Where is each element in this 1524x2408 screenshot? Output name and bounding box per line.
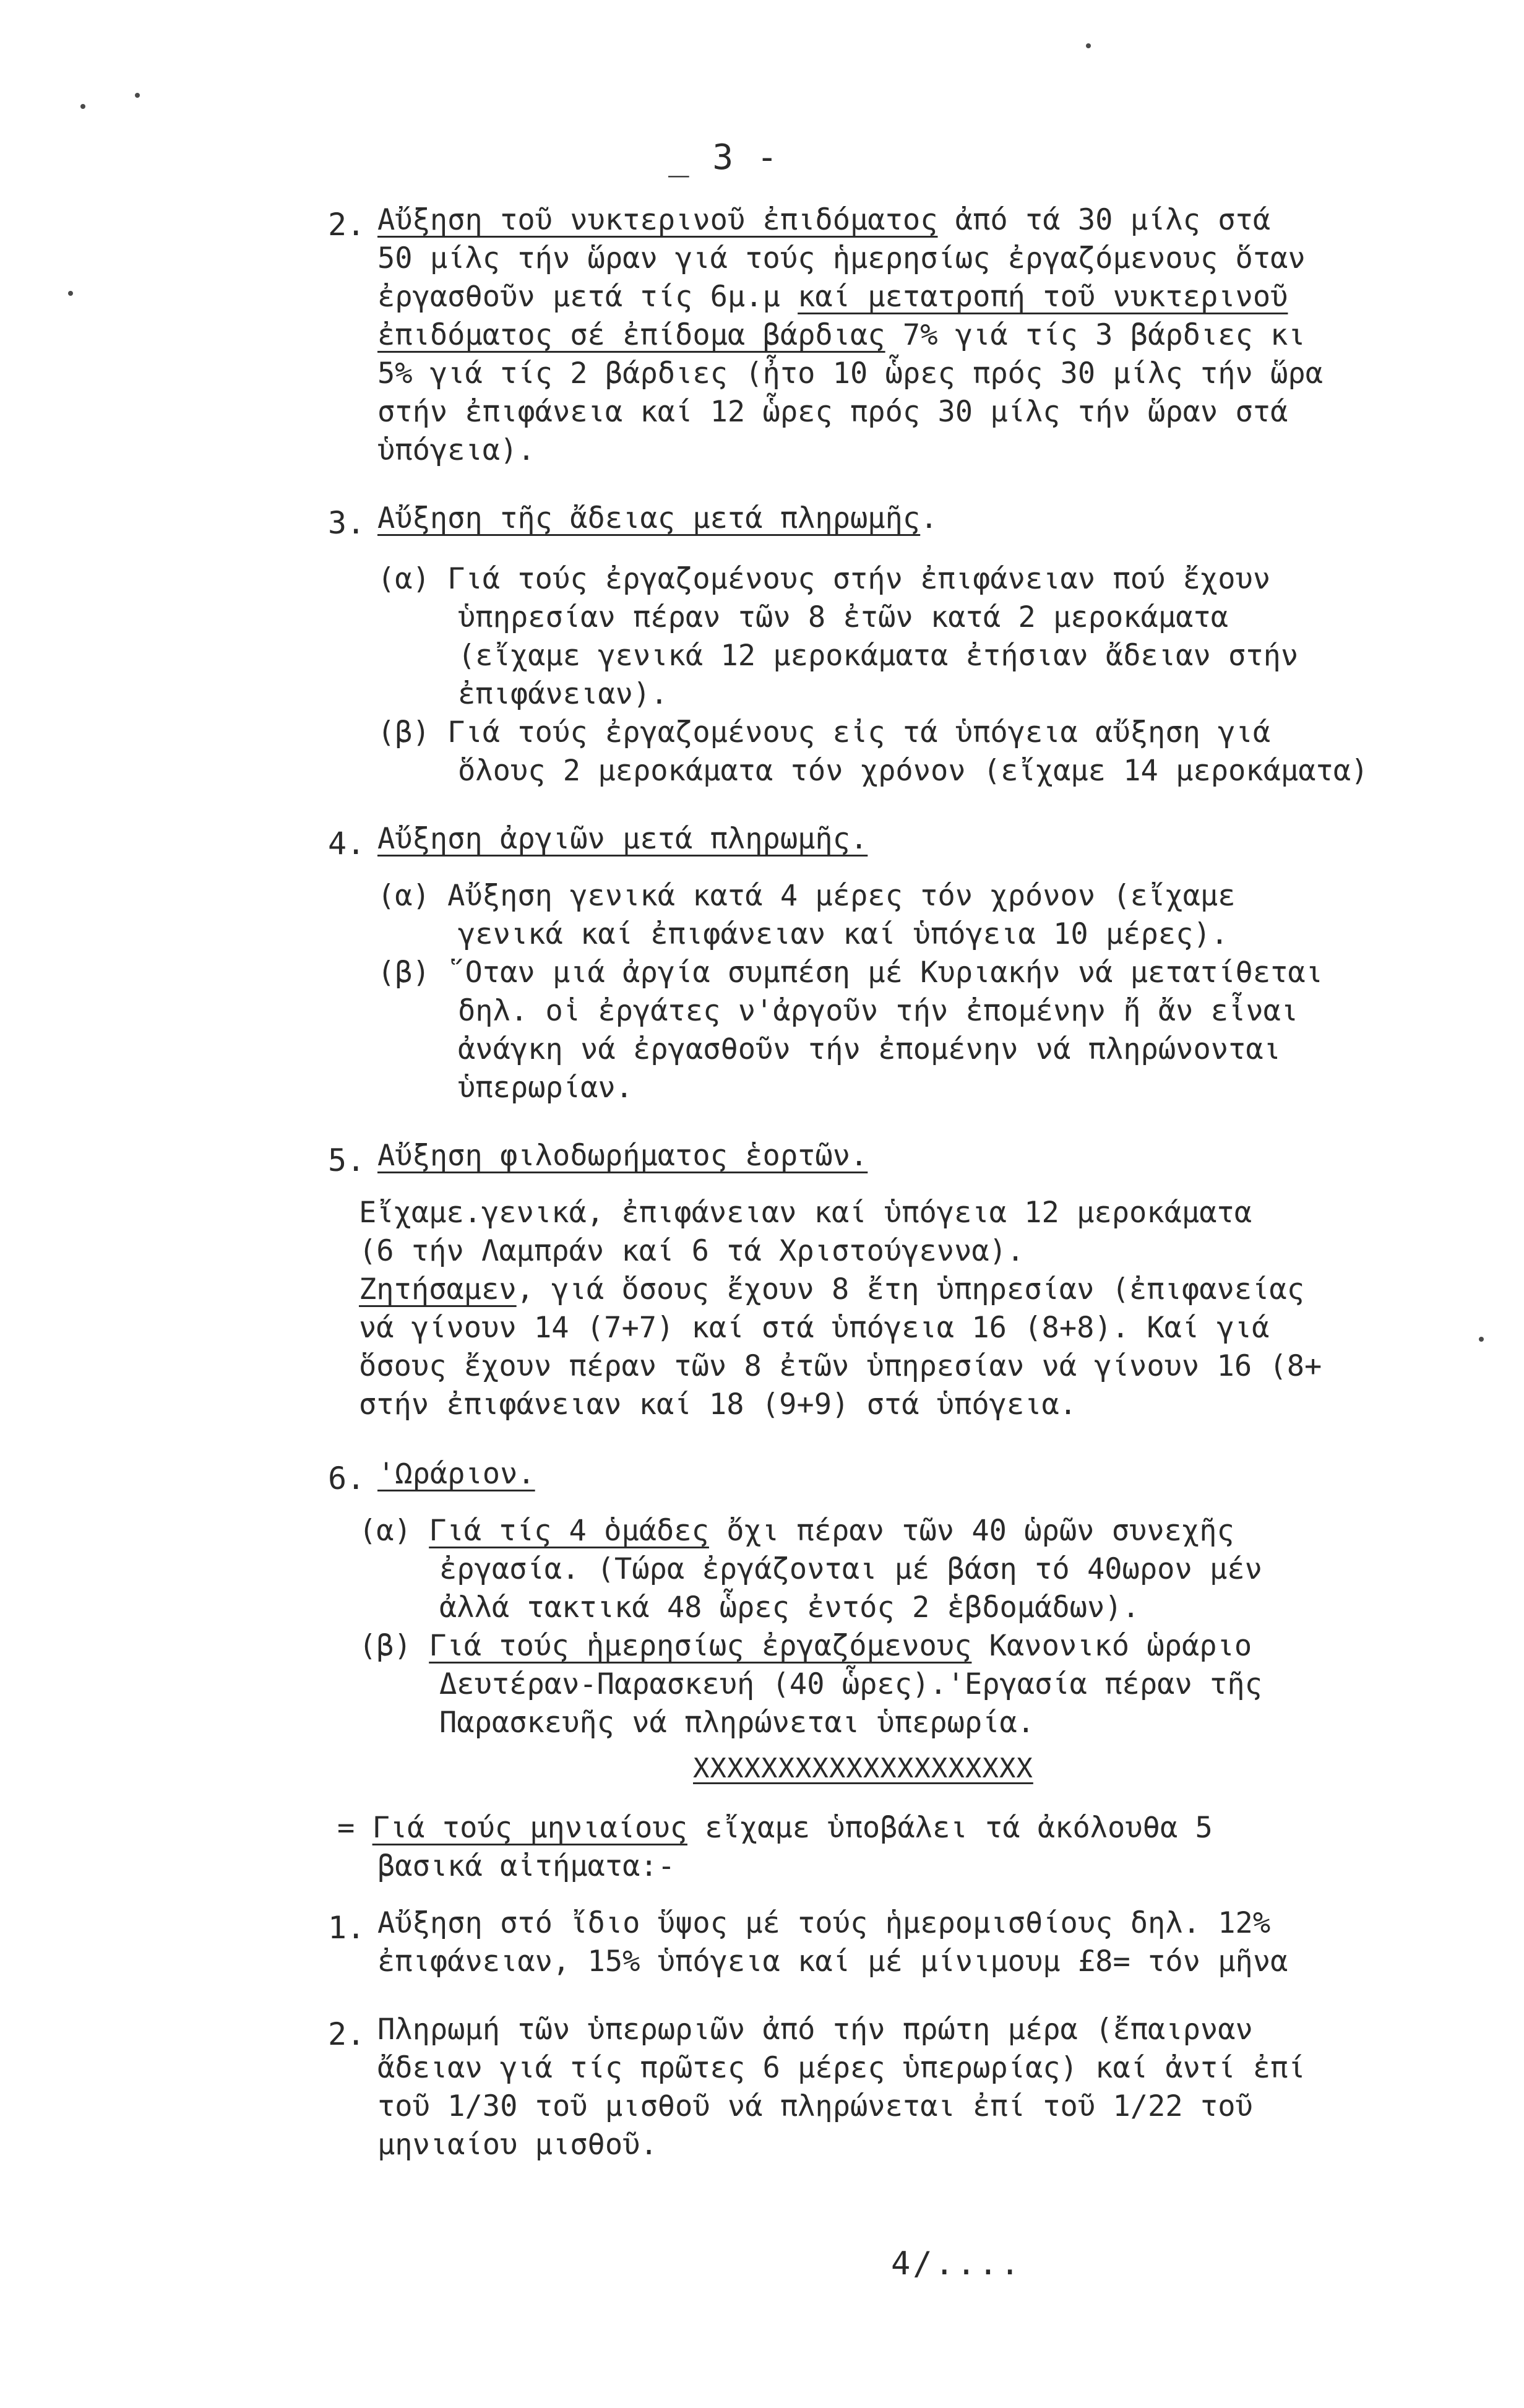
text-line: ὑπερωρίαν. (458, 1071, 633, 1105)
section-number: 6. (328, 1461, 366, 1496)
underlined-text: Ζητήσαμεν (359, 1272, 517, 1306)
page-number: _ 3 - (668, 137, 779, 178)
text-line: (β) ῞Οταν μιά ἀργία συμπέση μέ Κυριακήν νά μετατίθεται (377, 956, 1324, 990)
text-line: στήν ἐπιφάνειαν καί 18 (9+9) στά ὑπόγεια. (359, 1387, 1077, 1422)
text-line (359, 1630, 1252, 1663)
text-span: (α) (359, 1514, 429, 1548)
text-line (377, 281, 1288, 314)
text-line: ἐπιφάνειαν, 15% ὑπόγεια καί μέ μίνιμουμ £8= τόν μῆνα (377, 1944, 1288, 1979)
text-line (377, 204, 1270, 237)
text-line: Πληρωμή τῶν ὑπερωριῶν ἀπό τήν πρώτη μέρα (ἔπαιρναν (377, 2013, 1253, 2047)
section-title: Αὔξηση φιλοδωρήματος ἑορτῶν. (377, 1139, 868, 1173)
section-title: Αὔξηση ἀργιῶν μετά πληρωμῆς. (377, 822, 868, 856)
text-line: ἄδειαν γιά τίς πρῶτες 6 μέρες ὑπερωρίας) καί ἀντί ἐπί (377, 2051, 1306, 2085)
text-span: = (337, 1811, 372, 1845)
section-title: 'Ωράριον. (377, 1457, 535, 1491)
item-number: 2. (328, 2016, 366, 2052)
text-line: γενικά καί ἐπιφάνειαν καί ὑπόγεια 10 μέρες). (458, 917, 1229, 951)
text-span: ἀπό τά 30 μίλς στά (937, 203, 1271, 237)
section-number: 2. (328, 207, 366, 243)
section-title: Αὔξηση τοῦ νυκτερινοῦ ἐπιδόματος (377, 203, 938, 237)
scan-speck (68, 291, 73, 296)
text-line: ὅσους ἔχουν πέραν τῶν 8 ἐτῶν ὑπηρεσίαν νά γίνουν 16 (8+ (359, 1349, 1322, 1383)
text-line: ἀλλά τακτικά 48 ὧρες ἐντός 2 ἑβδομάδων). (439, 1590, 1140, 1625)
section-title: Αὔξηση τῆς ἄδειας μετά πληρωμῆς (377, 501, 921, 535)
underlined-text: ἐπιδόματος σέ ἐπίδομα βάρδιας (377, 318, 885, 352)
text-line (359, 1274, 1304, 1306)
text-line: Δευτέραν-Παρασκευή (40 ὧρες).'Εργασία πέραν τῆς (439, 1667, 1262, 1701)
text-span: ὄχι πέραν τῶν 40 ὡρῶν συνεχῆς (708, 1514, 1234, 1548)
text-line: Παρασκευῆς νά πληρώνεται ὑπερωρία. (439, 1706, 1035, 1740)
text-span: εἴχαμε ὑποβάλει τά ἀκόλουθα 5 (687, 1811, 1213, 1845)
text-line: (β) Γιά τούς ἐργαζομένους εἰς τά ὑπόγεια αὔξηση γιά (377, 715, 1271, 749)
text-line (377, 1140, 867, 1173)
section-number: 5. (328, 1142, 366, 1178)
text-line: μηνιαίου μισθοῦ. (377, 2128, 658, 2162)
text-line: (α) Γιά τούς ἐργαζομένους στήν ἐπιφάνειαν πού ἔχουν (377, 562, 1271, 596)
text-line: ὑπηρεσίαν πέραν τῶν 8 ἐτῶν κατά 2 μεροκάματα (458, 600, 1229, 634)
text-line (377, 503, 938, 535)
text-span: (β) (359, 1629, 429, 1663)
item-number: 1. (328, 1910, 366, 1946)
text-span: , γιά ὅσους ἔχουν 8 ἔτη ὑπηρεσίαν (ἐπιφανείας (516, 1272, 1305, 1306)
text-line: ἐπιφάνειαν). (458, 677, 668, 711)
scan-speck (1086, 43, 1091, 48)
text-line: ὅλους 2 μεροκάματα τόν χρόνον (εἴχαμε 14 μεροκάματα) (458, 754, 1369, 788)
text-line: ἐργασία. (Τώρα ἐργάζονται μέ βάση τό 40ωρον μέν (439, 1552, 1262, 1586)
text-line: βασικά αἰτήματα:- (377, 1849, 676, 1883)
scan-speck (80, 104, 85, 109)
text-line: 5% γιά τίς 2 βάρδιες (ἦτο 10 ὧρες πρός 30 μίλς τήν ὥρα (377, 356, 1324, 391)
text-line: δηλ. οἱ ἐργάτες ν'ἀργοῦν τήν ἐπομένην ἤ ἄν εἶναι (458, 994, 1299, 1028)
text-span: Κανονικό ὡράριο (971, 1629, 1252, 1663)
text-line: (εἴχαμε γενικά 12 μεροκάματα ἐτήσιαν ἄδειαν στήν (458, 639, 1299, 673)
underlined-text: καί μετατροπή τοῦ νυκτερινοῦ (798, 280, 1288, 314)
text-line (359, 1515, 1234, 1548)
text-line (377, 319, 1306, 352)
text-span: 7% γιά τίς 3 βάρδιες κι (885, 318, 1306, 352)
text-line: ὑπόγεια). (377, 433, 535, 467)
section-number: 3. (328, 505, 366, 541)
text-span: ἐργασθοῦν μετά τίς 6μ.μ (377, 280, 798, 314)
section-number: 4. (328, 826, 366, 861)
text-line: Εἴχαμε.γενικά, ἐπιφάνειαν καί ὑπόγεια 12 μεροκάματα (359, 1196, 1252, 1230)
continuation-marker: 4/.... (891, 2245, 1022, 2282)
text-line: (α) Αὔξηση γενικά κατά 4 μέρες τόν χρόνον (εἴχαμε (377, 879, 1236, 913)
text-line: τοῦ 1/30 τοῦ μισθοῦ νά πληρώνεται ἐπί τοῦ 1/22 τοῦ (377, 2089, 1253, 2123)
separator-line: XXXXXXXXXXXXXXXXXXXX (693, 1753, 1033, 1784)
text-line: ἀνάγκη νά ἐργασθοῦν τήν ἐπομένην νά πληρώνονται (458, 1032, 1281, 1066)
text-line: Αὔξηση στό ἴδιο ὕψος μέ τούς ἡμερομισθίους δηλ. 12% (377, 1906, 1271, 1940)
text-span: . (920, 501, 938, 535)
underlined-text: Γιά τούς ἡμερησίως ἐργαζόμενους (429, 1629, 972, 1663)
text-line: (6 τήν Λαμπράν καί 6 τά Χριστούγεννα). (359, 1234, 1025, 1268)
section-title: Γιά τούς μηνιαίους (372, 1811, 687, 1845)
scan-speck (1479, 1337, 1484, 1342)
text-line: στήν ἐπιφάνεια καί 12 ὧρες πρός 30 μίλς τήν ὥραν στά (377, 395, 1288, 429)
scan-speck (135, 93, 140, 98)
text-line (377, 1458, 535, 1491)
text-line (337, 1812, 1213, 1845)
text-line (377, 823, 867, 856)
text-line: νά γίνουν 14 (7+7) καί στά ὑπόγεια 16 (8+8). Καί γιά (359, 1311, 1270, 1345)
underlined-text: Γιά τίς 4 ὁμάδες (429, 1514, 709, 1548)
text-line: 50 μίλς τήν ὥραν γιά τούς ἡμερησίως ἐργαζόμενους ὅταν (377, 241, 1306, 275)
